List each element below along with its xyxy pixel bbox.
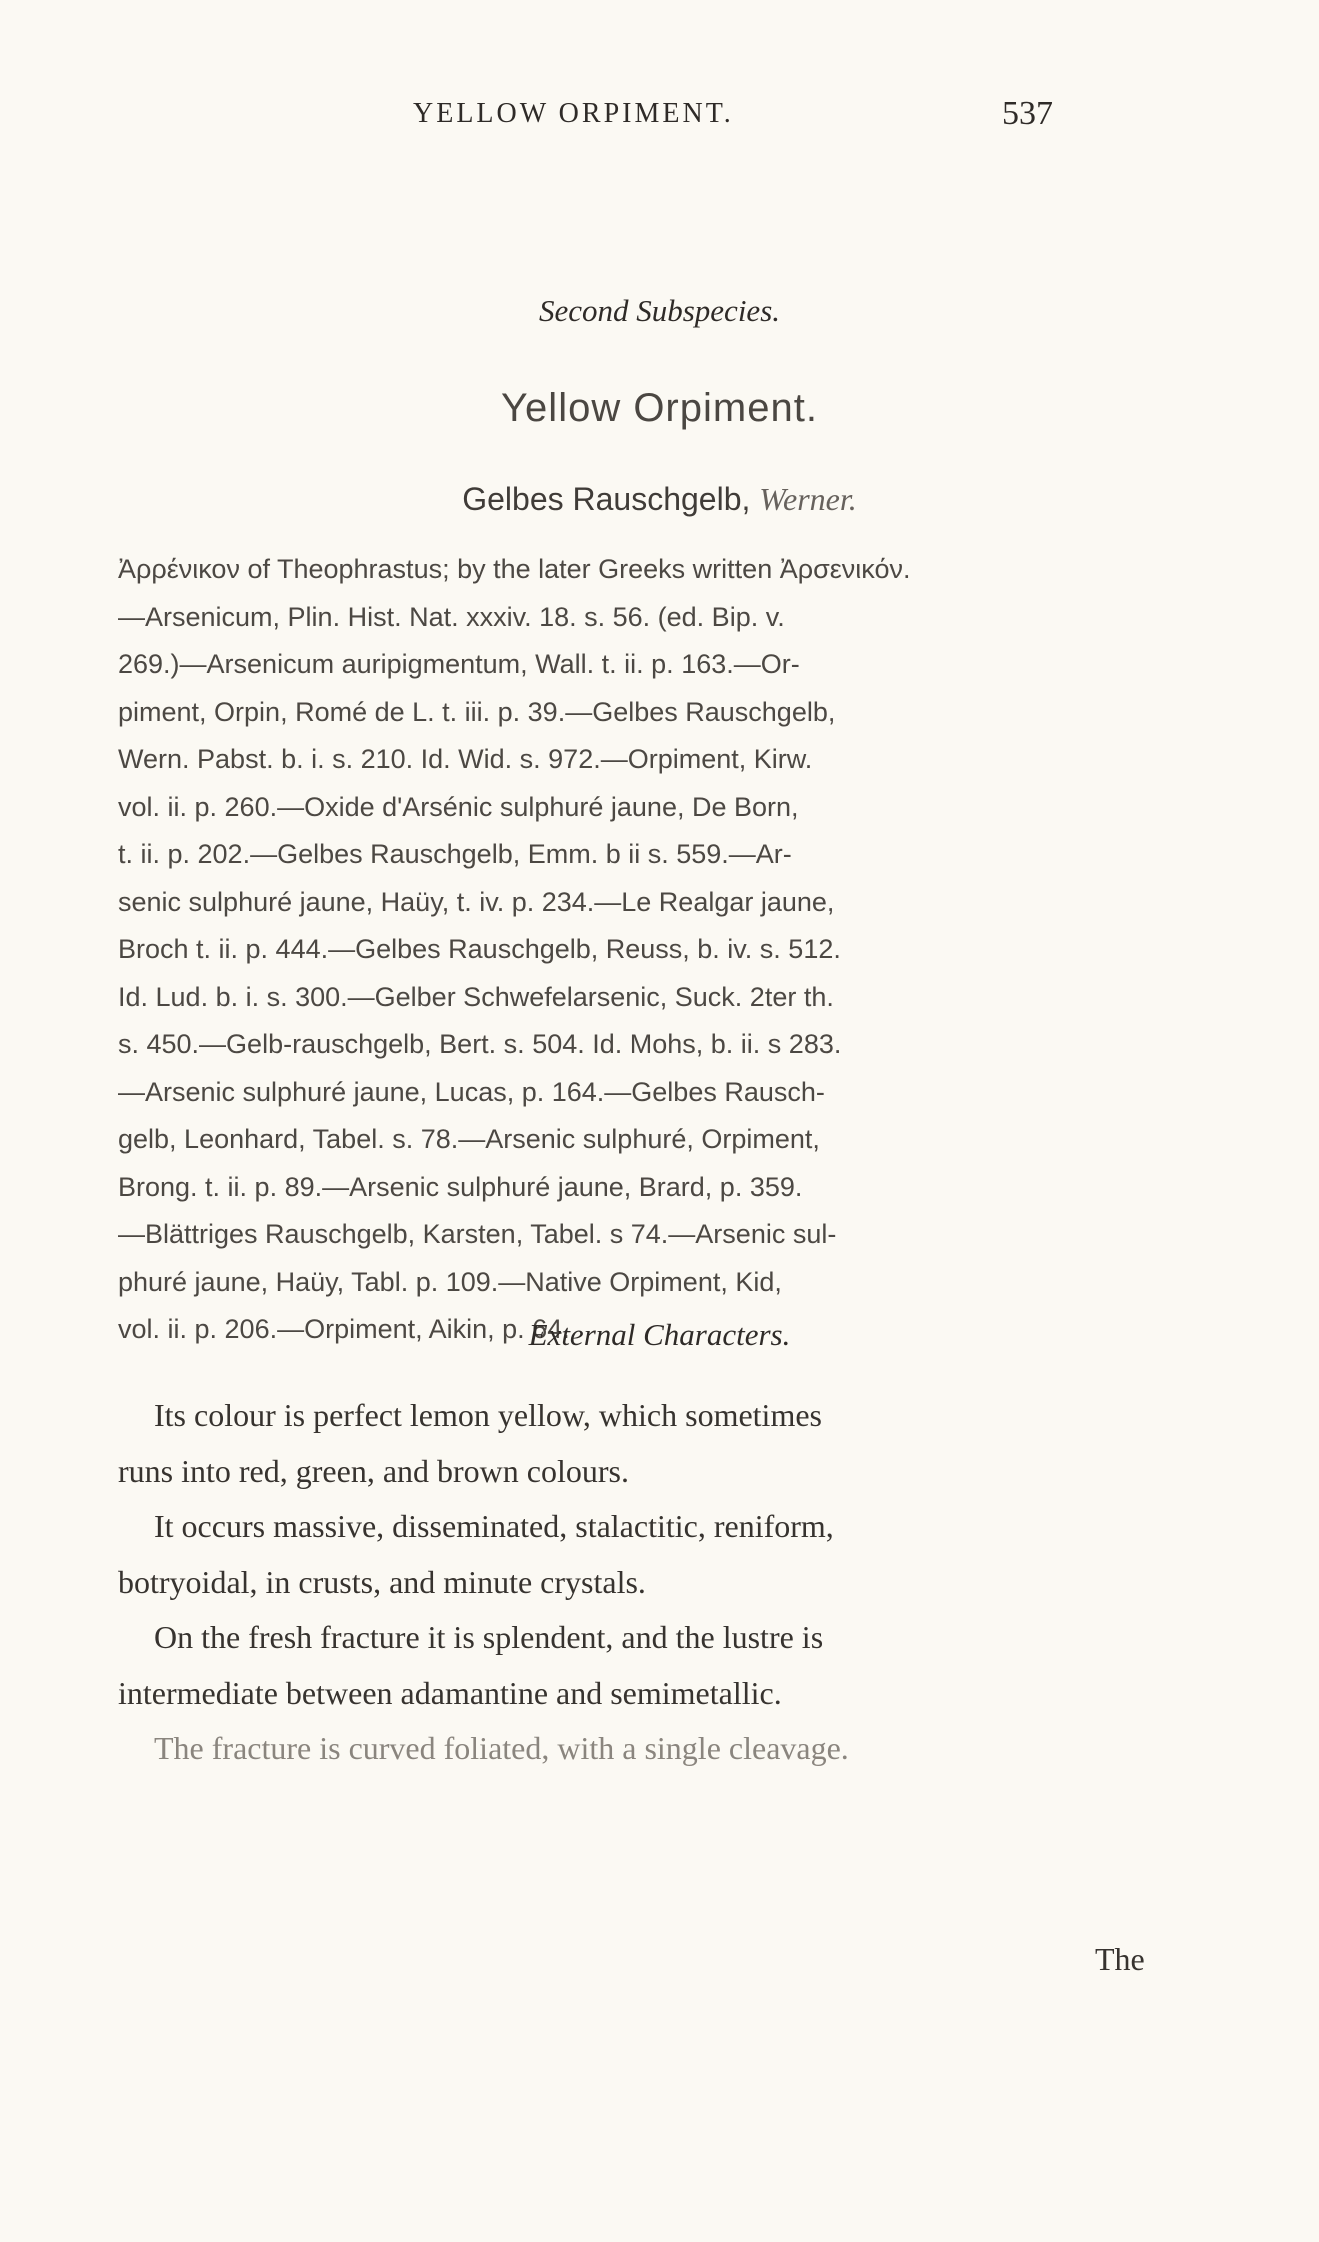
synonymy-paragraph	[118, 546, 1178, 1354]
body-line: Its colour is perfect lemon yellow, which sometimes	[154, 1397, 822, 1433]
synonymy-line: —Arsenicum, Plin. Hist. Nat. xxxiv. 18. s. 56. (ed. Bip. v.	[118, 601, 785, 632]
synonymy-line: gelb, Leonhard, Tabel. s. 78.—Arsenic sulphuré, Orpiment,	[118, 1124, 820, 1154]
synonymy-line: vol. ii. p. 206.—Orpiment, Aikin, p. 64.	[118, 1314, 570, 1344]
page-number: 537	[1002, 95, 1053, 132]
running-head	[0, 95, 1319, 138]
synonymy-line: —Blättriges Rauschgelb, Karsten, Tabel. s 74.—Arsenic sul-	[118, 1219, 837, 1249]
synonymy-line: Id. Lud. b. i. s. 300.—Gelber Schwefelarsenic, Suck. 2ter th.	[118, 981, 834, 1012]
synonymy-line: senic sulphuré jaune, Haüy, t. iv. p. 234.—Le Realgar jaune,	[118, 886, 835, 917]
synonymy-line: Ἀρρένικον of Theophrastus; by the later Greeks written Ἀρσενικόν.	[118, 554, 911, 584]
synonymy-line: Broch t. ii. p. 444.—Gelbes Rauschgelb, Reuss, b. iv. s. 512.	[118, 934, 841, 964]
synonymy-line: 269.)—Arsenicum auripigmentum, Wall. t. ii. p. 163.—Or-	[118, 649, 800, 679]
body-text	[118, 1388, 1178, 1777]
catchword: The	[1095, 1941, 1145, 1977]
body-line: It occurs massive, disseminated, stalactitic, reniform,	[154, 1508, 834, 1544]
body-line: runs into red, green, and brown colours.	[118, 1452, 629, 1489]
species-name: Yellow Orpiment.	[501, 386, 818, 430]
body-line: intermediate between adamantine and semimetallic.	[118, 1674, 782, 1711]
section-heading: External Characters.	[528, 1317, 791, 1352]
body-line: The fracture is curved foliated, with a single cleavage.	[154, 1730, 849, 1766]
synonymy-line: Brong. t. ii. p. 89.—Arsenic sulphuré jaune, Brard, p. 359.	[118, 1171, 803, 1202]
german-name-line	[0, 481, 1319, 518]
german-name-authority: Werner.	[759, 481, 857, 517]
synonymy-line: piment, Orpin, Romé de L. t. iii. p. 39.—Gelbes Rauschgelb,	[118, 696, 836, 727]
german-name: Gelbes Rauschgelb,	[462, 481, 751, 517]
synonymy-line: s. 450.—Gelb-rauschgelb, Bert. s. 504. Id. Mohs, b. ii. s 283.	[118, 1029, 842, 1059]
synonymy-line: t. ii. p. 202.—Gelbes Rauschgelb, Emm. b ii s. 559.—Ar-	[118, 839, 792, 869]
synonymy-line: phuré jaune, Haüy, Tabl. p. 109.—Native Orpiment, Kid,	[118, 1266, 782, 1297]
synonymy-line: vol. ii. p. 260.—Oxide d'Arsénic sulphuré jaune, De Born,	[118, 791, 799, 822]
subspecies-heading: Second Subspecies.	[538, 293, 781, 328]
body-line: On the fresh fracture it is splendent, and the lustre is	[154, 1619, 824, 1655]
running-title: YELLOW ORPIMENT.	[413, 98, 734, 129]
synonymy-line: —Arsenic sulphuré jaune, Lucas, p. 164.—Gelbes Rausch-	[118, 1076, 825, 1107]
body-line: botryoidal, in crusts, and minute crystals.	[118, 1563, 646, 1600]
synonymy-line: Wern. Pabst. b. i. s. 210. Id. Wid. s. 972.—Orpiment, Kirw.	[118, 744, 813, 774]
